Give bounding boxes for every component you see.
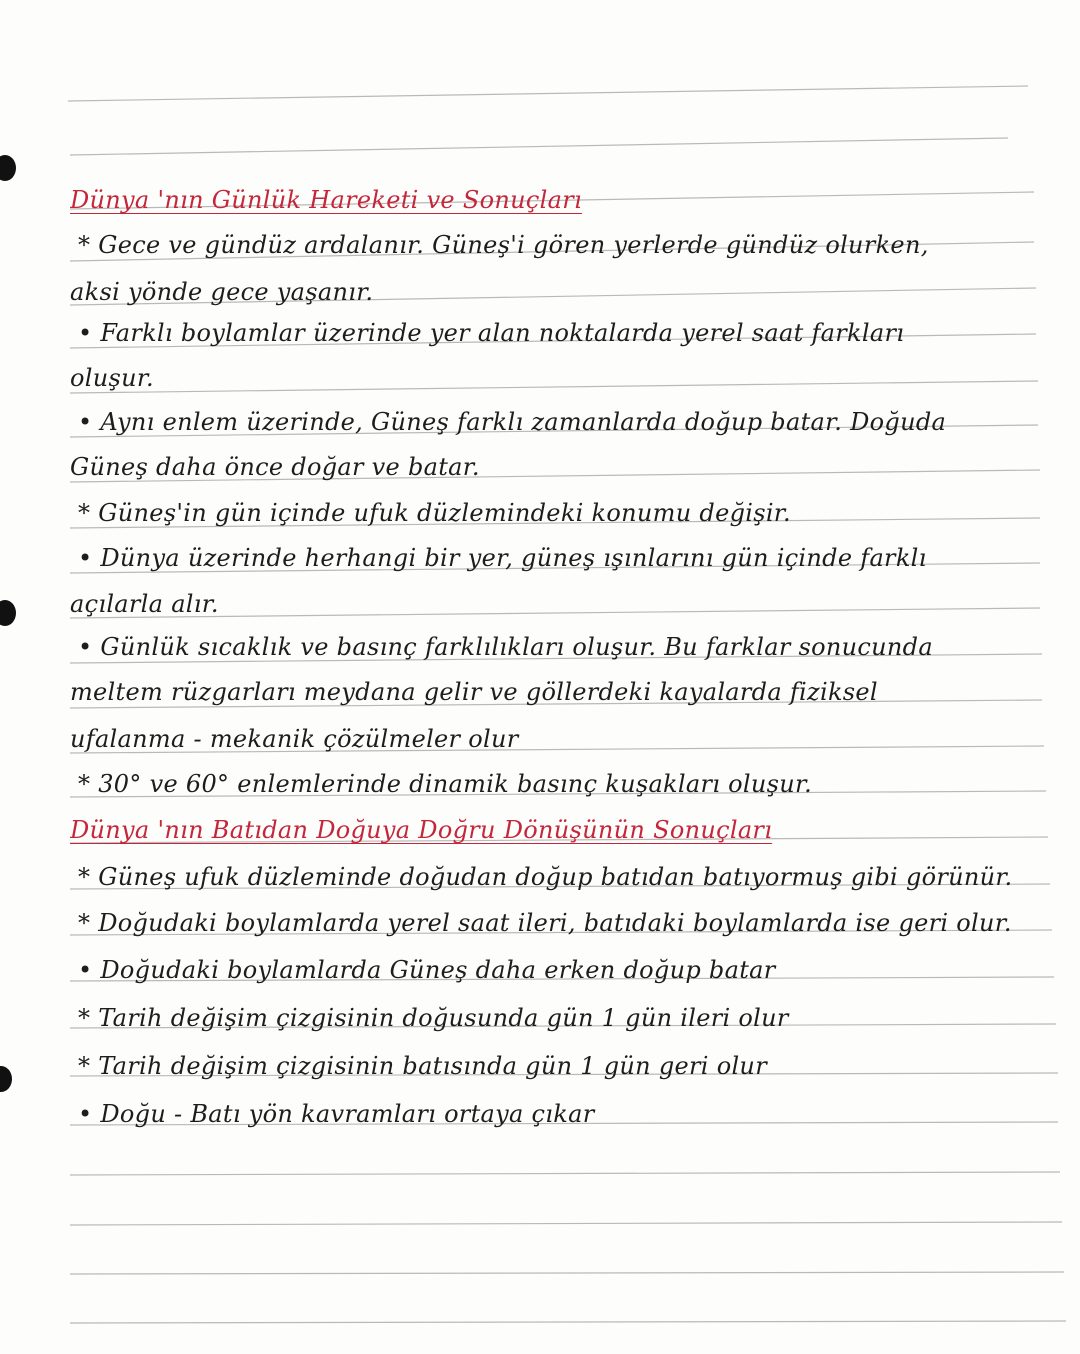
note-line: * 30° ve 60° enlemlerinde dinamik basınç kuşakları oluşur. [78,770,813,798]
note-line: • Doğudaki boylamlarda Güneş daha erken doğup batar [78,956,776,984]
note-line: • Doğu - Batı yön kavramları ortaya çıkar [78,1100,595,1128]
note-line: aksi yönde gece yaşanır. [70,278,374,306]
note-line: • Günlük sıcaklık ve basınç farklılıkları oluşur. Bu farklar sonucunda [78,633,933,661]
note-line: * Gece ve gündüz ardalanır. Güneş'i gören yerlerde gündüz olurken, [78,231,929,259]
note-line: * Tarih değişim çizgisinin batısında gün 1 gün geri olur [78,1052,767,1080]
note-line: • Aynı enlem üzerinde, Güneş farklı zamanlarda doğup batar. Doğuda [78,408,947,436]
note-line: * Güneş'in gün içinde ufuk düzlemindeki konumu değişir. [78,499,791,527]
note-line: * Doğudaki boylamlarda yerel saat ileri, batıdaki boylamlarda ise geri olur. [78,909,1012,937]
section-1-heading: Dünya 'nın Günlük Hareketi ve Sonuçları [70,186,582,214]
note-line: * Tarih değişim çizgisinin doğusunda gün 1 gün ileri olur [78,1004,789,1032]
note-line: oluşur. [70,364,154,392]
note-line: açılarla alır. [70,590,219,618]
note-line: ufalanma - mekanik çözülmeler olur [70,725,519,753]
note-line: * Güneş ufuk düzleminde doğudan doğup batıdan batıyormuş gibi görünür. [78,863,1013,891]
note-line: • Farklı boylamlar üzerinde yer alan noktalarda yerel saat farkları [78,319,905,347]
note-line: Güneş daha önce doğar ve batar. [70,453,480,481]
section-2-heading: Dünya 'nın Batıdan Doğuya Doğru Dönüşünün Sonuçları [70,816,773,844]
note-line: • Dünya üzerinde herhangi bir yer, güneş ışınlarını gün içinde farklı [78,544,927,572]
note-line: meltem rüzgarları meydana gelir ve göllerdeki kayalarda fiziksel [70,678,878,706]
